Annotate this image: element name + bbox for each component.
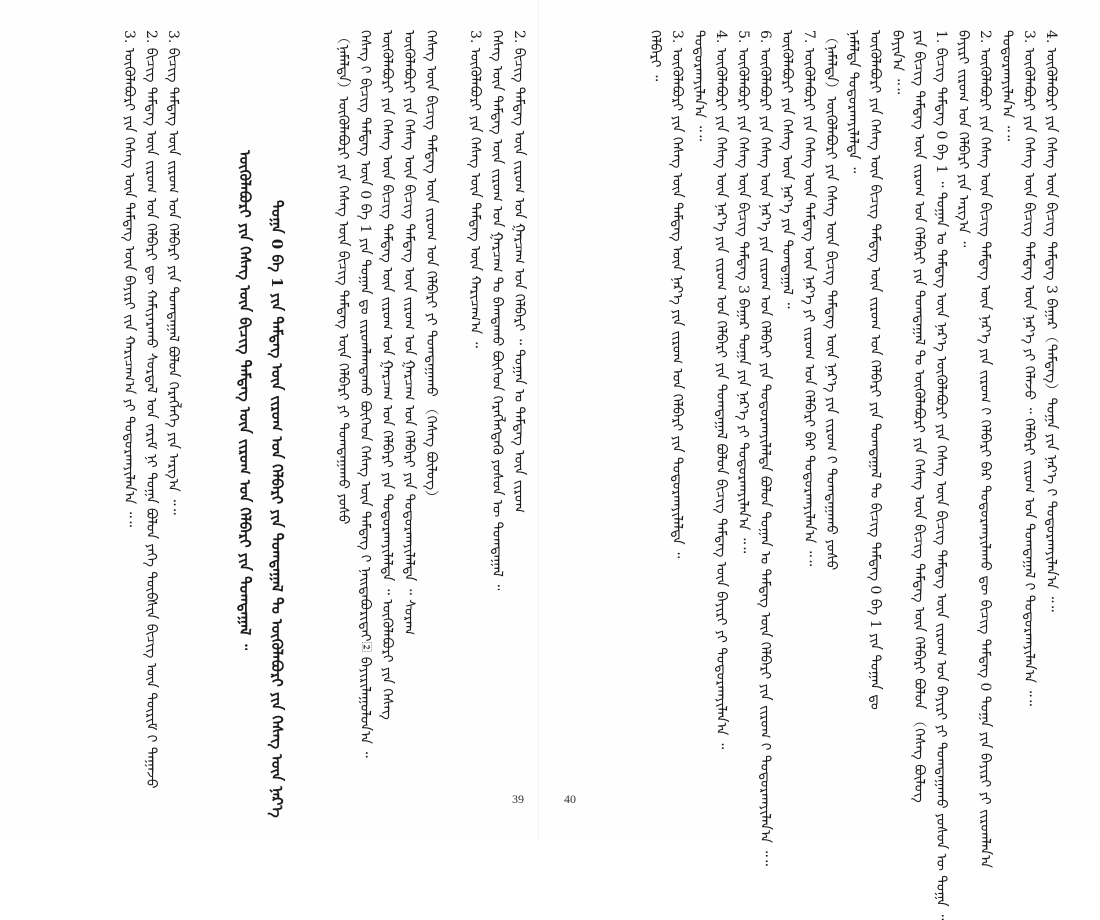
left-line-1: 2. ᠪᠢᠴᠢᠭ ᠲᠡᠮᠳᠡᠭ ᠦᠨ ᠵᠢᠷᠤᠭ ᠤᠨ ᠭᠠᠷᠴᠠᠭ ᠤᠨ ᠬᠡᠯᠪᠡᠷᠢ ᠃ ᠲᠣᠭᠠᠨ ᠤ ᠲᠡᠮᠳᠡᠭ ᠦᠨ ᠵᠢᠷᠤᠭ (511, 30, 527, 514)
left-line-10: 3. ᠪᠢᠴᠢᠭ ᠲᠡᠮᠳᠡᠭ ᠦᠨ ᠵᠢᠷᠤᠭ ᠤᠨ ᠬᠡᠯᠪᠡᠷᠢ ᠶᠢᠨ ᠲᠣᠭᠲᠠᠭᠠᠯ ᠪᠣᠯᠤᠨ ᠬᠡᠷᠡᠭᠯᠡᠭᠡ ᠶᠢᠨ ᠠᠷᠭ᠎ᠠ ᠃᠃ (165, 30, 181, 515)
page-number-right: 40 (564, 792, 576, 806)
page-number-left: 39 (512, 792, 524, 806)
right-line-14: 6. ᠥᠭᠦᠯᠡᠪᠦᠷᠢ ᠶᠢᠨ ᠬᠡᠰᠡᠭ ᠦᠨ ᠨᠡᠷ᠎ᠡ ᠶᠢᠨ ᠵᠢᠷᠤᠭ ᠤᠨ ᠬᠡᠯᠪᠡᠷᠢ ᠶᠢᠨ ᠲᠣᠳᠤᠷᠬᠠᠶᠢᠯᠠᠯᠲᠠ ᠪᠣᠯᠤᠨ ᠲᠣᠭᠠᠨ ᠤ ᠲᠡᠮᠳᠡᠭ ᠦᠨ ᠬᠡᠯᠪᠡᠷᠢ ᠶᠢᠨ ᠵᠢᠷᠤᠭ ᠢ᠋ ᠲᠣᠳᠤᠷᠬᠠᠶᠢᠯᠠᠨ᠎ᠠ ᠃᠃ (757, 30, 773, 866)
right-line-4: 2. ᠥᠭᠦᠯᠡᠪᠦᠷᠢ ᠶᠢᠨ ᠬᠡᠰᠡᠭ ᠦᠨ ᠪᠢᠴᠢᠭ ᠲᠡᠮᠳᠡᠭ ᠦᠨ ᠨᠡᠷ᠎ᠡ ᠶᠢᠨ ᠵᠢᠷᠤᠭ ᠢ᠋ ᠬᠡᠯᠪᠡᠷᠢ ᠪᠡᠷ ᠲᠣᠳᠤᠷᠬᠠᠶᠢᠯᠠᠬᠤ ᠳᠦ ᠪᠢᠴᠢᠭ ᠲᠡᠮᠳᠡᠭ 0 ᠲᠣᠭᠠ ᠶᠢᠨ ᠪᠠᠶᠢᠷᠢ ᠶᠢ ᠵᠢᠷᠤᠭᠯᠠᠨ᠎ᠠ (977, 30, 993, 868)
right-line-3: ᠲᠣᠳᠤᠷᠬᠠᠶᠢᠯᠠᠨ᠎ᠠ ᠃᠃ (999, 30, 1015, 141)
page-gutter (538, 0, 539, 839)
left-line-5: ᠬᠡᠰᠡᠭ ᠦᠨ ᠪᠢᠴᠢᠭ ᠲᠡᠮᠳᠡᠭ ᠦᠨ ᠵᠢᠷᠤᠭ ᠤᠨ ᠬᠡᠯᠪᠡᠷᠢ ᠶᠢ ᠲᠣᠭᠲᠠᠭᠠᠬᠤ （ᠬᠡᠰᠡᠭ ᠪᠥᠯᠥᠭ） (423, 30, 439, 505)
left-line-11: 2. ᠪᠢᠴᠢᠭ ᠲᠡᠮᠳᠡᠭ ᠦᠨ ᠵᠢᠷᠤᠭ ᠤᠨ ᠬᠡᠯᠪᠡᠷᠢ ᠳᠦ ᠬᠠᠮᠢᠶᠠᠷᠠᠬᠤ ᠰᠤᠷᠲᠠᠯ ᠤᠨ ᠵᠠᠷᠢᠮ ᠨᠢ ᠲᠣᠭᠠ ᠪᠣᠯᠤᠨ ᠶᠡᠬᠡ ᠲᠦᠪᠰᠢᠨ ᠪᠢᠴᠢᠭ ᠦᠨ ᠳᠦᠷᠢᠮ ᠢ᠋ ᠳᠠᠭᠠᠵᠤ (143, 30, 159, 789)
right-line-2: 3. ᠥᠭᠦᠯᠡᠪᠦᠷᠢ ᠶᠢᠨ ᠬᠡᠰᠡᠭ ᠦᠨ ᠪᠢᠴᠢᠭ ᠲᠡᠮᠳᠡᠭ ᠦᠨ ᠨᠡᠷ᠎ᠡ ᠶᠢ ᠬᠡᠯᠡᠵᠦ ᠃ ᠬᠡᠯᠪᠡᠷᠢ ᠵᠢᠷᠤᠭ ᠤᠨ ᠲᠣᠭᠲᠠᠭᠠᠯ ᠢ᠋ ᠲᠣᠳᠤᠷᠬᠠᠶᠢᠯᠠᠨ᠎ᠠ ᠃᠃ (1021, 30, 1037, 706)
right-line-12: 7. ᠥᠭᠦᠯᠡᠪᠦᠷᠢ ᠶᠢᠨ ᠬᠡᠰᠡᠭ ᠦᠨ ᠲᠡᠮᠳᠡᠭ ᠦᠨ ᠨᠡᠷ᠎ᠡ ᠶᠢ ᠵᠢᠷᠤᠭ ᠤᠨ ᠬᠡᠯᠪᠡᠷᠢ ᠪᠠᠷ ᠲᠣᠳᠤᠷᠬᠠᠶᠢᠯᠠᠨ᠎ᠠ ᠃᠃ (801, 30, 817, 567)
right-line-13: ᠥᠭᠦᠯᠡᠪᠦᠷᠢ ᠶᠢᠨ ᠬᠡᠰᠡᠭ ᠦᠨ ᠨᠡᠷ᠎ᠡ ᠶᠢᠨ ᠲᠣᠭᠲᠠᠭᠠᠯ ᠃ (779, 30, 795, 309)
left-line-6: ᠥᠭᠦᠯᠡᠪᠦᠷᠢ ᠶᠢᠨ ᠬᠡᠰᠡᠭ ᠦᠨ ᠪᠢᠴᠢᠭ ᠲᠡᠮᠳᠡᠭ ᠦᠨ ᠵᠢᠷᠤᠭ ᠤᠨ ᠭᠠᠷᠴᠠᠭ ᠤᠨ ᠬᠡᠯᠪᠡᠷᠢ ᠶᠢᠨ ᠲᠣᠳᠤᠷᠬᠠᠶᠢᠯᠠᠯᠲᠠ ᠃ ᠰᠤᠷᠠᠭ (401, 30, 417, 636)
right-line-16: 4. ᠥᠭᠦᠯᠡᠪᠦᠷᠢ ᠶᠢᠨ ᠬᠡᠰᠡᠭ ᠦᠨ ᠨᠡᠷ᠎ᠡ ᠶᠢᠨ ᠵᠢᠷᠤᠭ ᠤᠨ ᠬᠡᠯᠪᠡᠷᠢ ᠶᠢᠨ ᠲᠣᠭᠲᠠᠭᠠᠯ ᠪᠣᠯᠤᠨ ᠪᠢᠴᠢᠭ ᠲᠡᠮᠳᠡᠭ ᠦᠨ ᠪᠠᠶᠢᠷᠢ ᠶᠢ ᠲᠣᠳᠤᠷᠬᠠᠶᠢᠯᠠᠨ᠎ᠠ ᠃ (713, 30, 729, 750)
left-line-9: （ᠨᠡᠮᠡᠯᠲᠡ）ᠥᠭᠦᠯᠡᠪᠦᠷᠢ ᠶᠢᠨ ᠬᠡᠰᠡᠭ ᠦᠨ ᠪᠢᠴᠢᠭ ᠲᠡᠮᠳᠡᠭ ᠦᠨ ᠬᠡᠯᠪᠡᠷᠢ ᠶᠢ ᠲᠣᠭᠲᠠᠭᠠᠬᠤ ᠶᠤᠰᠤ (335, 30, 351, 525)
right-line-1: 4. ᠥᠭᠦᠯᠡᠪᠦᠷᠢ ᠶᠢᠨ ᠬᠡᠰᠡᠭ ᠦᠨ ᠪᠢᠴᠢᠭ ᠲᠡᠮᠳᠡᠭ 3 ᠪᠠᠭᠠᠷ（ᠲᠡᠮᠳᠡᠭ）ᠲᠣᠭᠠ ᠶᠢᠨ ᠨᠡᠷ᠎ᠡ ᠢ᠋ ᠲᠣᠳᠤᠷᠬᠠᠶᠢᠯᠠᠨ᠎ᠠ ᠃᠃ (1043, 30, 1059, 612)
right-line-6: 1. ᠪᠢᠴᠢᠭ ᠲᠡᠮᠳᠡᠭ 0 ᠪᠠ 1 ᠃ ᠲᠣᠭᠠᠨ ᠤ ᠲᠡᠮᠳᠡᠭ ᠦᠨ ᠨᠡᠷ᠎ᠡ ᠥᠭᠦᠯᠡᠪᠦᠷᠢ ᠶᠢᠨ ᠬᠡᠰᠡᠭ ᠦᠨ ᠪᠢᠴᠢᠭ ᠲᠡᠮᠳᠡᠭ ᠦᠨ ᠵᠢᠷᠤᠭ ᠤᠨ ᠪᠠᠶᠢᠷᠢ ᠶᠢ ᠲᠣᠭᠲᠠᠭᠠᠬᠤ ᠶᠤᠰᠤᠨ ᠦ ᠲᠣᠭᠠ ᠃ (933, 30, 949, 920)
left-line-2: ᠬᠡᠰᠡᠭ ᠦᠨ ᠲᠡᠮᠳᠡᠭ ᠦᠨ ᠵᠢᠷᠤᠭ ᠤᠨ ᠭᠠᠷᠴᠠᠭ ᠲᠤ ᠪᠠᠭᠲᠠᠬᠤ ᠪᠥᠭᠡᠳ ᠬᠡᠷᠡᠭᠯᠡᠭᠳᠡᠬᠦ ᠶᠤᠰᠤᠨ ᠦ ᠲᠣᠭᠲᠠᠭᠠᠯ ᠃ (489, 30, 505, 591)
right-line-7: ᠶᠢᠨ ᠪᠢᠴᠢᠭ ᠲᠡᠮᠳᠡᠭ ᠦᠨ ᠵᠢᠷᠤᠭ ᠤᠨ ᠬᠡᠯᠪᠡᠷᠢ ᠶᠢᠨ ᠲᠣᠭᠲᠠᠭᠠᠯ ᠲᠤ ᠥᠭᠦᠯᠡᠪᠦᠷᠢ ᠶᠢᠨ ᠬᠡᠰᠡᠭ ᠦᠨ ᠪᠢᠴᠢᠭ ᠲᠡᠮᠳᠡᠭ ᠦᠨ ᠬᠡᠯᠪᠡᠷᠢ ᠪᠣᠯᠤᠨ （ᠬᠡᠰᠡᠭ ᠪᠥᠯᠥᠭ (911, 30, 927, 803)
right-line-9: ᠥᠭᠦᠯᠡᠪᠦᠷᠢ ᠶᠢᠨ ᠬᠡᠰᠡᠭ ᠦᠨ ᠪᠢᠴᠢᠭ ᠲᠡᠮᠳᠡᠭ ᠦᠨ ᠵᠢᠷᠤᠭ ᠤᠨ ᠬᠡᠯᠪᠡᠷᠢ ᠶᠢᠨ ᠲᠣᠭᠲᠠᠭᠠᠯ ᠲᠤ ᠪᠢᠴᠢᠭ ᠲᠡᠮᠳᠡᠭ 0 ᠪᠠ 1 ᠶᠢᠨ ᠲᠣᠭᠠᠨ ᠳᠤ (867, 30, 883, 710)
right-line-8: ᠪᠠᠶᠢᠨ᠎ᠠ ᠃᠃ (889, 30, 905, 95)
right-line-15: 5. ᠥᠭᠦᠯᠡᠪᠦᠷᠢ ᠶᠢᠨ ᠬᠡᠰᠡᠭ ᠦᠨ ᠪᠢᠴᠢᠭ ᠲᠡᠮᠳᠡᠭ 3 ᠪᠠᠭᠠᠷ ᠲᠣᠭᠠ ᠶᠢᠨ ᠨᠡᠷ᠎ᠡ ᠶᠢ ᠲᠣᠳᠤᠷᠬᠠᠶᠢᠯᠠᠨ᠎ᠠ ᠃᠃ (735, 30, 751, 554)
right-line-18: 3. ᠥᠭᠦᠯᠡᠪᠦᠷᠢ ᠶᠢᠨ ᠬᠡᠰᠡᠭ ᠦᠨ ᠲᠡᠮᠳᠡᠭ ᠦᠨ ᠨᠡᠷ᠎ᠡ ᠶᠢᠨ ᠵᠢᠷᠤᠭ ᠤᠨ ᠬᠡᠯᠪᠡᠷᠢ ᠶᠢᠨ ᠲᠣᠳᠤᠷᠬᠠᠶᠢᠯᠠᠯᠲᠠ ᠃ (669, 30, 685, 559)
left-heading-line-1: ᠲᠣᠭᠠ 0 ᠪᠠ 1 ᠶᠢᠨ ᠲᠡᠮᠳᠡᠭ ᠦᠨ ᠵᠢᠷᠤᠭ ᠤᠨ ᠬᠡᠯᠪᠡᠷᠢ ᠶᠢᠨ ᠲᠣᠭᠲᠠᠭᠠᠯ ᠲᠤ ᠥᠭᠦᠯᠡᠪᠦᠷᠢ ᠶᠢᠨ ᠬᠡᠰᠡᠭ ᠦᠨ ᠨᠡᠷ᠎ᠡ (268, 200, 286, 818)
right-line-11: （ᠨᠡᠮᠡᠯᠲᠡ）ᠥᠭᠦᠯᠡᠪᠦᠷᠢ ᠶᠢᠨ ᠬᠡᠰᠡᠭ ᠦᠨ ᠪᠢᠴᠢᠭ ᠲᠡᠮᠳᠡᠭ ᠦᠨ ᠨᠡᠷ᠎ᠡ ᠶᠢᠨ ᠵᠢᠷᠤᠭ ᠢ᠋ ᠲᠣᠭᠲᠠᠭᠠᠬᠤ ᠶᠤᠰᠤ (823, 30, 839, 571)
right-line-10: ᠨᠡᠮᠡᠯᠲᠡ ᠲᠣᠳᠤᠷᠬᠠᠶᠢᠯᠠᠯᠲᠠ ᠃ (845, 30, 861, 174)
right-line-17: ᠲᠣᠳᠤᠷᠬᠠᠶᠢᠯᠠᠨ᠎ᠠ ᠃᠃ (691, 30, 707, 141)
right-line-19: ᠬᠡᠯᠪᠡᠷᠢ ᠃ (647, 30, 663, 82)
left-heading-line-2: ᠥᠭᠦᠯᠡᠪᠦᠷᠢ ᠶᠢᠨ ᠬᠡᠰᠡᠭ ᠦᠨ ᠪᠢᠴᠢᠭ ᠲᠡᠮᠳᠡᠭ ᠦᠨ ᠵᠢᠷᠤᠭ ᠤᠨ ᠬᠡᠯᠪᠡᠷᠢ ᠶᠢᠨ ᠲᠣᠭᠲᠠᠭᠠᠯ ᠃ (236, 150, 254, 651)
left-line-3: 3. ᠥᠭᠦᠯᠡᠪᠦᠷᠢ ᠶᠢᠨ ᠬᠡᠰᠡᠭ ᠦᠨ ᠲᠡᠮᠳᠡᠭ ᠦᠨ ᠬᠠᠷᠢᠴᠠᠭ᠎ᠠ ᠃ (467, 30, 483, 348)
left-line-12: 3. ᠦᠭᠦᠯᠡᠪᠦᠷᠢ ᠶᠢᠨ ᠬᠡᠰᠡᠭ ᠦᠨ ᠲᠡᠮᠳᠡᠭ ᠦᠨ ᠪᠠᠶᠢᠷᠢ ᠵᠢᠨ ᠬᠠᠷᠢᠴᠠᠭ᠎ᠠ ᠶᠢ ᠲᠣᠳᠤᠷᠬᠠᠶᠢᠯᠠᠨ᠎ᠠ ᠃᠃ (121, 30, 137, 527)
left-line-7: ᠥᠭᠦᠯᠡᠪᠦᠷᠢ ᠶᠢᠨ ᠬᠡᠰᠡᠭ ᠦᠨ ᠪᠢᠴᠢᠭ ᠲᠡᠮᠳᠡᠭ ᠦᠨ ᠵᠢᠷᠤᠭ ᠤᠨ ᠭᠠᠷᠴᠠᠭ ᠤᠨ ᠬᠡᠯᠪᠡᠷᠢ ᠶᠢᠨ ᠲᠣᠳᠤᠷᠬᠠᠶᠢᠯᠠᠯᠲᠠ ᠃ ᠥᠭᠦᠯᠡᠪᠦᠷᠢ ᠶᠢᠨ ᠬᠡᠰᠡᠭ (379, 30, 395, 720)
right-line-5: ᠪᠠᠶᠢᠷᠢ ᠵᠢᠷᠤᠭ ᠤᠨ ᠬᠡᠯᠪᠡᠷᠢ ᠶᠢᠨ ᠠᠷᠭ᠎ᠠ ᠃ (955, 30, 971, 248)
left-line-8: ᠬᠡᠰᠡᠭ ᠢ᠋ ᠪᠢᠴᠢᠭ ᠲᠡᠮᠳᠡᠭ ᠦᠨ 0 ᠪᠠ 1 ᠶᠢᠨ ᠲᠣᠭᠠᠨ ᠳᠤ ᠵᠢᠷᠤᠭᠯᠠᠭᠳᠠᠬᠤ ᠪᠥᠭᠡᠳ ᠬᠡᠰᠡᠭ ᠦᠨ ᠲᠡᠮᠳᠡᠭ ᠢ᠋ ᠨᠠᠢ᠌ᠳᠠᠪᠤᠷᠢᠲᠠᠢ᠌ ᠪᠠᠶᠢᠷᠢᠯᠠᠭᠤᠯᠤᠨ᠎ᠠ ᠃ (357, 30, 373, 758)
